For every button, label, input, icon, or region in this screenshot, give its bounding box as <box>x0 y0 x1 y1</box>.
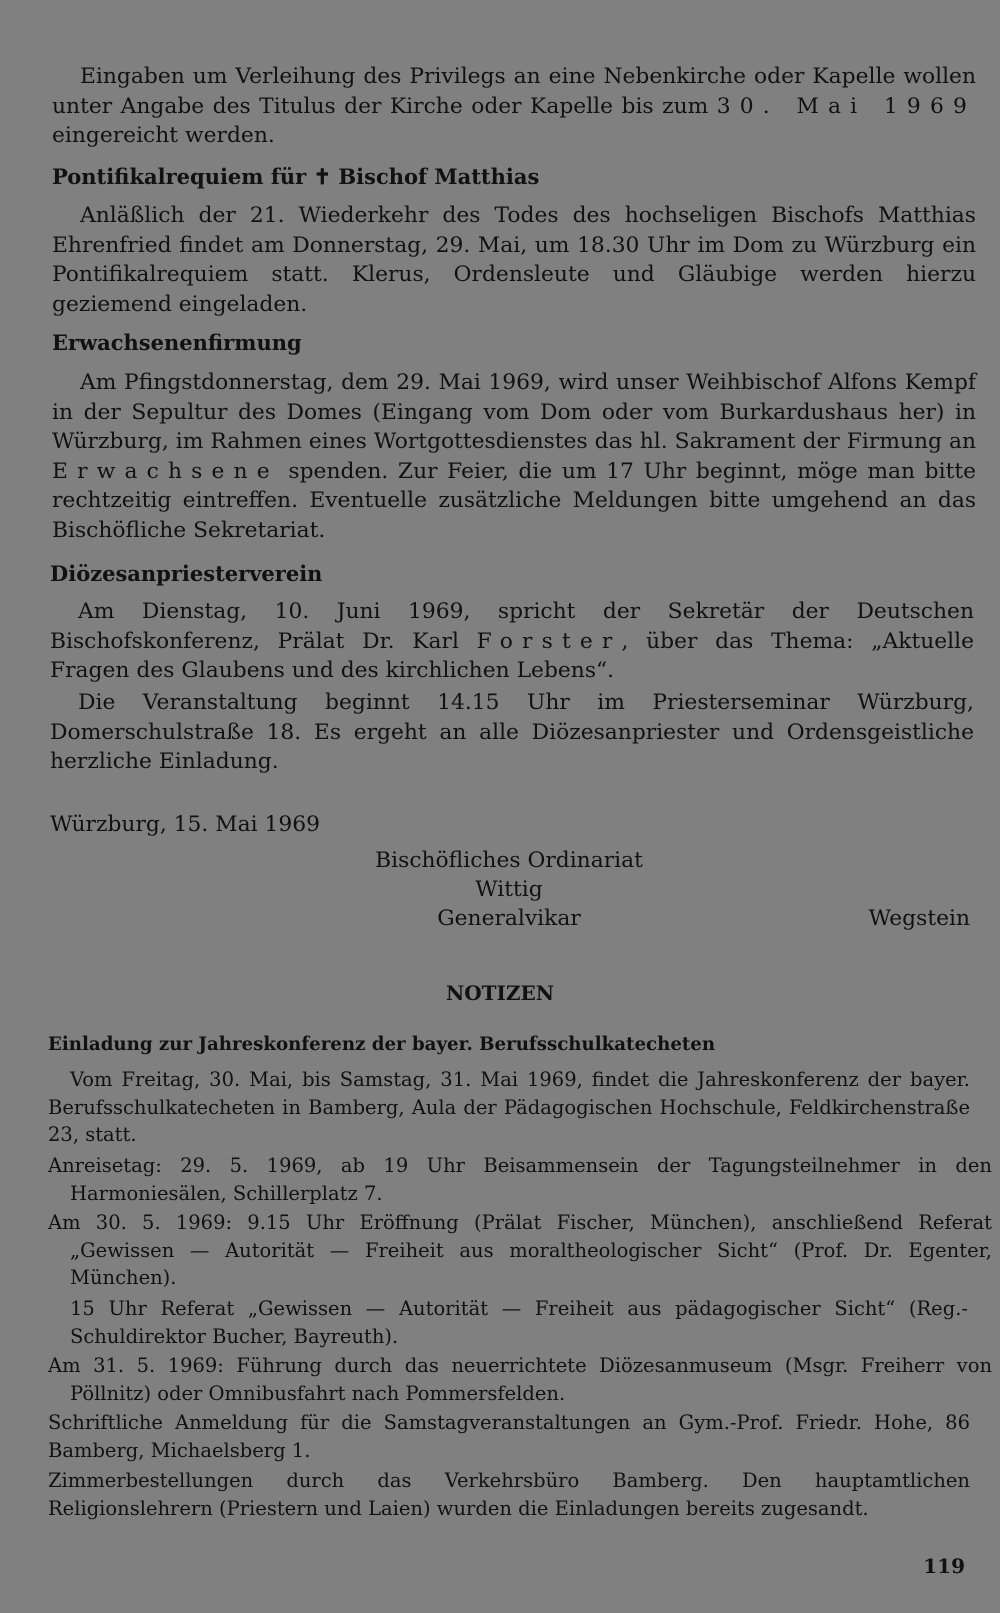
firmung-heading: Erwachsenenfirmung <box>52 330 302 355</box>
firmung-text-a: Am Pfingstdonnerstag, dem 29. Mai 1969, wird unser Weihbischof Alfons Kempf in der Sepultur des Domes (Eingang vom Dom oder vom Burkardushaus her) in Würzburg, im Rahmen eines Wortgottesdienstes das hl. Sakrament der Firmung an <box>52 370 976 454</box>
signature-office: Bischöfliches Ordinariat <box>375 848 643 873</box>
verein-paragraph-2 <box>50 688 974 777</box>
privileg-paragraph <box>52 62 976 151</box>
privileg-text-a: Eingaben um Verleihung des Privilegs an eine Nebenkirche oder Kapelle wollen unter Angabe des Titulus der Kirche oder Kapelle bis zum <box>52 64 976 119</box>
notizen-para1-text: Vom Freitag, 30. Mai, bis Samstag, 31. Mai 1969, findet die Jahreskonferenz der bayer. Berufsschulkatecheten in Bamberg, Aula der Pädagogischen Hochschule, Feldkirchenstraße 23, statt. <box>48 1068 970 1147</box>
verein-p1-spaced: Forster <box>476 628 622 654</box>
place-date: Würzburg, 15. Mai 1969 <box>50 812 320 837</box>
page-number: 119 <box>923 1554 965 1578</box>
firmung-spaced: Erwachsene <box>52 458 279 484</box>
signature-cosigner: Wegstein <box>868 906 970 931</box>
firmung-text-b: spenden. Zur Feier, die um 17 Uhr beginnt, möge man bitte rechtzeitig eintreffen. Eventuelle zusätzliche Meldungen bitte umgehend an das Bischöfliche Sekretariat. <box>52 458 976 543</box>
signature-name: Wittig <box>475 877 543 902</box>
pontifikal-heading: Pontifikalrequiem für ✝ Bischof Matthias <box>52 164 540 189</box>
notizen-paragraph-2: Anreisetag: 29. 5. 1969, ab 19 Uhr Beisammensein der Tagungsteilnehmer in den Harmoniesälen, Schillerplatz 7. <box>48 1154 992 1205</box>
firmung-paragraph <box>52 368 976 545</box>
privileg-date-spaced: 30. Mai 1969 <box>716 93 976 119</box>
notizen-heading: NOTIZEN <box>445 981 555 1005</box>
verein-p2-text: Die Veranstaltung beginnt 14.15 Uhr im Priesterseminar Würzburg, Domerschulstraße 18. Es ergeht an alle Diözesanpriester und Ordensgeistliche herzliche Einladung. <box>50 690 974 774</box>
notizen-paragraph-3: Am 30. 5. 1969: 9.15 Uhr Eröffnung (Prälat Fischer, München), anschließend Referat „Gewissen — Autorität — Freiheit aus moraltheologischer Sicht“ (Prof. Dr. Egenter, München). <box>48 1211 992 1290</box>
notizen-paragraph-6: Schriftliche Anmeldung für die Samstagveranstaltungen an Gym.-Prof. Friedr. Hohe, 86 Bamberg, Michaelsberg 1. <box>48 1411 970 1462</box>
verein-p1-text-b: , über das Thema: „Aktuelle Fragen des Glaubens und des kirchlichen Lebens“. <box>50 628 974 683</box>
verein-paragraph-1 <box>50 597 974 686</box>
notizen-paragraph-5: Am 31. 5. 1969: Führung durch das neuerrichtete Diözesanmuseum (Msgr. Freiherr von Pöllnitz) oder Omnibusfahrt nach Pommersfelden. <box>48 1354 992 1405</box>
verein-heading: Diözesanpriesterverein <box>50 561 323 586</box>
privileg-text-b: eingereicht werden. <box>52 123 275 148</box>
notizen-paragraph-1 <box>48 1066 970 1149</box>
pontifikal-paragraph <box>52 201 976 319</box>
verein-p1-text-a: Am Dienstag, 10. Juni 1969, spricht der Sekretär der Deutschen Bischofskonferenz, Prälat Dr. Karl <box>50 599 974 654</box>
notizen-paragraph-4: 15 Uhr Referat „Gewissen — Autorität — Freiheit aus pädagogischer Sicht“ (Reg.-Schuldirektor Bucher, Bayreuth). <box>70 1297 968 1348</box>
notizen-paragraph-7: Zimmerbestellungen durch das Verkehrsbüro Bamberg. Den hauptamtlichen Religionslehrern (Priestern und Laien) wurden die Einladungen bereits zugesandt. <box>48 1469 970 1520</box>
pontifikal-body: Anläßlich der 21. Wiederkehr des Todes des hochseligen Bischofs Matthias Ehrenfried findet am Donnerstag, 29. Mai, um 18.30 Uhr im Dom zu Würzburg ein Pontifikalrequiem statt. Klerus, Ordensleute und Gläubige werden hierzu geziemend eingeladen. <box>52 203 976 317</box>
notizen-subheading: Einladung zur Jahreskonferenz der bayer. Berufsschulkatecheten <box>48 1034 716 1055</box>
signature-title: Generalvikar <box>437 906 581 931</box>
